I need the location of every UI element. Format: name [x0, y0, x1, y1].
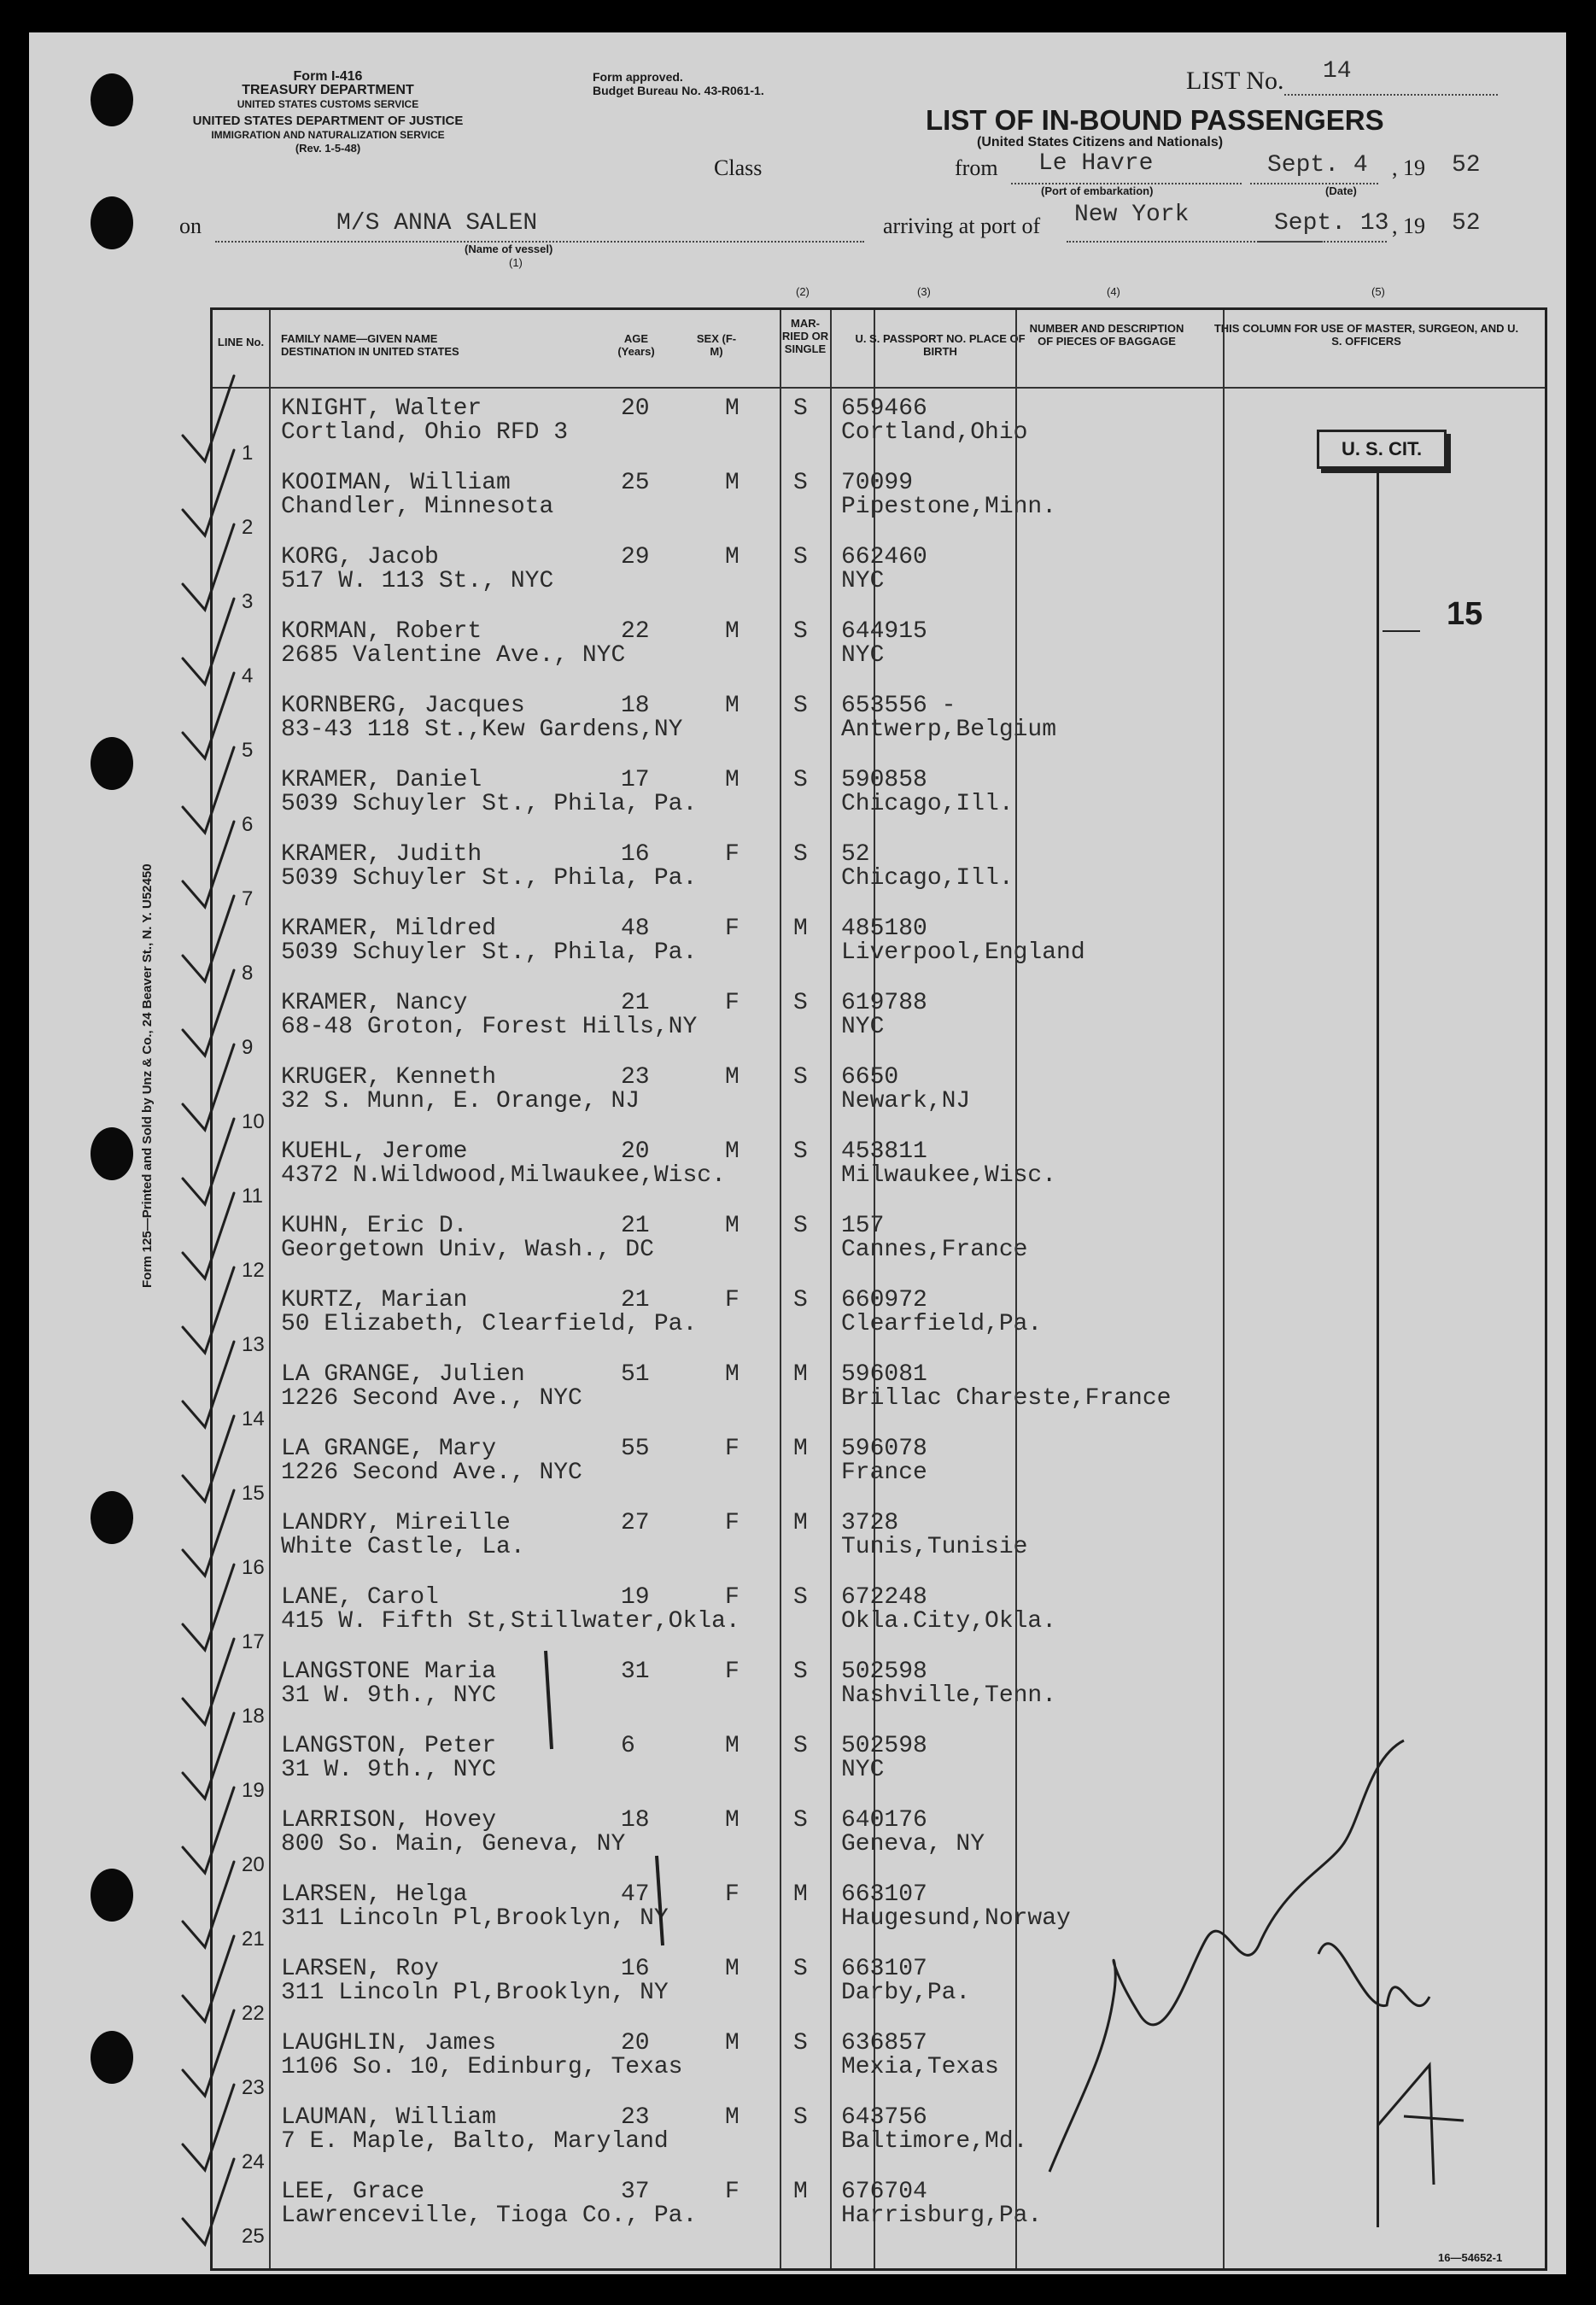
passport-number: 52 [841, 841, 870, 868]
passport-number: 659466 [841, 395, 927, 422]
sex: M [725, 618, 740, 645]
punch-hole [91, 2031, 133, 2084]
table-row [213, 1659, 1545, 1733]
marital-status: S [793, 544, 808, 570]
age: 47 [621, 1881, 650, 1908]
table-row [213, 2104, 1545, 2179]
column-number-4: (4) [1107, 285, 1120, 298]
place-of-birth: Mexia,Texas [841, 2054, 999, 2080]
passenger-name: KORG, Jacob [281, 544, 439, 570]
passenger-name: LA GRANGE, Mary [281, 1436, 497, 1462]
passenger-name: LARSEN, Helga [281, 1881, 468, 1908]
passport-number: 663107 [841, 1956, 927, 1982]
line-number: 10 [242, 1110, 265, 1133]
marital-status: S [793, 1807, 808, 1834]
destination: 32 S. Munn, E. Orange, NJ [281, 1088, 640, 1114]
class-label: Class [714, 155, 763, 180]
sex: F [725, 1436, 740, 1462]
passenger-name: LANGSTON, Peter [281, 1733, 497, 1759]
table-row [213, 693, 1545, 767]
line-number: 25 [242, 2225, 265, 2248]
table-row [213, 1584, 1545, 1659]
line-number: 17 [242, 1630, 265, 1653]
destination: 50 Elizabeth, Clearfield, Pa. [281, 1311, 698, 1337]
age: 19 [621, 1584, 650, 1611]
marital-status: S [793, 2104, 808, 2131]
passenger-name: KRUGER, Kenneth [281, 1064, 497, 1091]
place-of-birth: Haugesund,Norway [841, 1905, 1071, 1932]
passport-number: 640176 [841, 1807, 927, 1834]
place-of-birth: Chicago,Ill. [841, 791, 1014, 817]
age: 17 [621, 767, 650, 793]
marital-status: M [793, 1361, 808, 1388]
passport-number: 596078 [841, 1436, 927, 1462]
passenger-name: KURTZ, Marian [281, 1287, 468, 1313]
passport-number: 619788 [841, 990, 927, 1016]
punch-hole [91, 1869, 133, 1922]
line-number: 12 [242, 1259, 265, 1282]
department-of-justice: UNITED STATES DEPARTMENT OF JUSTICE [192, 114, 464, 128]
passenger-name: KRAMER, Nancy [281, 990, 468, 1016]
passenger-name: LANE, Carol [281, 1584, 439, 1611]
passenger-name: KORNBERG, Jacques [281, 693, 525, 719]
place-of-birth: Antwerp,Belgium [841, 717, 1057, 743]
age: 22 [621, 618, 650, 645]
destination: 7 E. Maple, Balto, Maryland [281, 2128, 669, 2155]
line-number: 3 [242, 590, 254, 613]
passport-number: 596081 [841, 1361, 927, 1388]
place-of-birth: Cannes,France [841, 1237, 1028, 1263]
age: 23 [621, 1064, 650, 1091]
destination: 311 Lincoln Pl,Brooklyn, NY [281, 1905, 669, 1932]
passport-number: 485180 [841, 916, 927, 942]
place-of-birth: Brillac Chareste,France [841, 1385, 1172, 1412]
sex: F [725, 990, 740, 1016]
table-row [213, 841, 1545, 916]
line-number: 4 [242, 664, 254, 687]
sex: F [725, 1881, 740, 1908]
column-header-married: MAR-RIED OR SINGLE [781, 317, 829, 355]
passenger-count: 15 [1447, 596, 1483, 632]
passenger-name: LA GRANGE, Julien [281, 1361, 525, 1388]
document-subtitle: (United States Citizens and Nationals) [977, 135, 1224, 149]
sex: M [725, 1361, 740, 1388]
sex: F [725, 916, 740, 942]
vessel-caption-number: (1) [509, 256, 523, 269]
table-row [213, 1287, 1545, 1361]
punch-hole [91, 73, 133, 126]
from-label: from [955, 155, 998, 180]
marital-status: S [793, 1213, 808, 1239]
table-row [213, 1510, 1545, 1584]
document-title: LIST OF IN-BOUND PASSENGERS [926, 104, 1384, 136]
passport-number: 6650 [841, 1064, 899, 1091]
passenger-table [210, 307, 1547, 2271]
column-header-passport: U. S. PASSPORT NO. PLACE OF BIRTH [855, 332, 1026, 358]
document-page [29, 32, 1566, 2274]
destination: 31 W. 9th., NYC [281, 1757, 497, 1783]
sex: F [725, 1510, 740, 1536]
line-number: 14 [242, 1407, 265, 1430]
passport-number: 653556 - [841, 693, 956, 719]
marital-status: S [793, 395, 808, 422]
passport-number: 643756 [841, 2104, 927, 2131]
table-row [213, 990, 1545, 1064]
marital-status: S [793, 1733, 808, 1759]
list-no-value: 14 [1323, 58, 1352, 85]
arriving-label: arriving at port of [883, 214, 1041, 238]
age: 27 [621, 1510, 650, 1536]
sex: F [725, 1287, 740, 1313]
passenger-name: LARRISON, Hovey [281, 1807, 497, 1834]
table-row [213, 1064, 1545, 1138]
table-row [213, 1213, 1545, 1287]
marital-status: S [793, 1956, 808, 1982]
column-number-5: (5) [1371, 285, 1385, 298]
age: 37 [621, 2179, 650, 2205]
revision-date: (Rev. 1-5-48) [295, 142, 361, 155]
destination: 517 W. 113 St., NYC [281, 568, 554, 594]
passport-number: 453811 [841, 1138, 927, 1165]
sex: M [725, 1956, 740, 1982]
port-of-embarkation: Le Havre [1038, 150, 1154, 177]
form-approved: Form approved. [593, 70, 683, 84]
punch-hole [91, 1491, 133, 1544]
sex: M [725, 470, 740, 496]
date-caption: (Date) [1325, 184, 1357, 197]
line-number: 15 [242, 1482, 265, 1505]
destination: 5039 Schuyler St., Phila, Pa. [281, 791, 698, 817]
table-row [213, 1733, 1545, 1807]
age: 55 [621, 1436, 650, 1462]
sex: F [725, 1659, 740, 1685]
place-of-birth: Newark,NJ [841, 1088, 971, 1114]
destination: 5039 Schuyler St., Phila, Pa. [281, 865, 698, 892]
embarkation-date: Sept. 4 [1267, 152, 1368, 178]
column-number-3: (3) [917, 285, 931, 298]
age: 31 [621, 1659, 650, 1685]
sex: M [725, 1138, 740, 1165]
table-row [213, 1956, 1545, 2030]
line-number: 18 [242, 1705, 265, 1728]
line-number: 9 [242, 1036, 254, 1059]
sex: M [725, 1733, 740, 1759]
sex: M [725, 1064, 740, 1091]
marital-status: M [793, 1510, 808, 1536]
age: 21 [621, 1287, 650, 1313]
sex: F [725, 1584, 740, 1611]
column-header-line: LINE No. [217, 336, 265, 348]
destination: 415 W. Fifth St,Stillwater,Okla. [281, 1608, 740, 1635]
sex: M [725, 767, 740, 793]
destination: 1106 So. 10, Edinburg, Texas [281, 2054, 683, 2080]
table-row [213, 1881, 1545, 1956]
line-number: 7 [242, 887, 254, 910]
place-of-birth: Cortland,Ohio [841, 419, 1028, 446]
age: 23 [621, 2104, 650, 2131]
place-of-birth: Okla.City,Okla. [841, 1608, 1057, 1635]
place-of-birth: Clearfield,Pa. [841, 1311, 1043, 1337]
sex: M [725, 693, 740, 719]
line-number: 8 [242, 962, 254, 985]
passport-number: 644915 [841, 618, 927, 645]
place-of-birth: Harrisburg,Pa. [841, 2203, 1043, 2229]
place-of-birth: NYC [841, 642, 885, 669]
passenger-name: LANDRY, Mireille [281, 1510, 511, 1536]
column-header-sex: SEX (F-M) [696, 332, 737, 358]
line-number: 1 [242, 442, 254, 465]
marital-status: S [793, 1584, 808, 1611]
table-row [213, 618, 1545, 693]
passport-number: 502598 [841, 1659, 927, 1685]
immigration-service: IMMIGRATION AND NATURALIZATION SERVICE [211, 129, 445, 141]
age: 25 [621, 470, 650, 496]
destination: White Castle, La. [281, 1534, 525, 1560]
column-header-baggage: NUMBER AND DESCRIPTION OF PIECES OF BAGGAGE [1029, 322, 1184, 348]
destination: 4372 N.Wildwood,Milwaukee,Wisc. [281, 1162, 726, 1189]
age: 48 [621, 916, 650, 942]
marital-status: M [793, 2179, 808, 2205]
age: 51 [621, 1361, 650, 1388]
us-citizen-stamp: U. S. CIT. [1317, 430, 1447, 469]
sex: M [725, 1213, 740, 1239]
marital-status: S [793, 841, 808, 868]
place-of-birth: Milwaukee,Wisc. [841, 1162, 1057, 1189]
place-of-birth: NYC [841, 1757, 885, 1783]
footer-code: 16—54652-1 [1438, 2251, 1503, 2264]
passport-number: 676704 [841, 2179, 927, 2205]
passenger-name: KUHN, Eric D. [281, 1213, 468, 1239]
arrival-year: 52 [1452, 210, 1481, 237]
line-number: 16 [242, 1556, 265, 1579]
marital-status: S [793, 1064, 808, 1091]
marital-status: S [793, 990, 808, 1016]
column-number-2: (2) [796, 285, 810, 298]
passport-number: 660972 [841, 1287, 927, 1313]
age: 18 [621, 693, 650, 719]
punch-hole [91, 1127, 133, 1180]
place-of-birth: Chicago,Ill. [841, 865, 1014, 892]
line-number: 23 [242, 2076, 265, 2099]
customs-service: UNITED STATES CUSTOMS SERVICE [237, 98, 419, 110]
place-of-birth: Liverpool,England [841, 939, 1085, 966]
destination: Lawrenceville, Tioga Co., Pa. [281, 2203, 698, 2229]
line-number: 22 [242, 2002, 265, 2025]
line-number: 19 [242, 1779, 265, 1802]
table-row [213, 767, 1545, 841]
line-number: 11 [242, 1185, 263, 1208]
place-of-birth: Pipestone,Minn. [841, 494, 1057, 520]
sex: M [725, 1807, 740, 1834]
destination: Cortland, Ohio RFD 3 [281, 419, 569, 446]
age: 18 [621, 1807, 650, 1834]
table-row [213, 544, 1545, 618]
age: 21 [621, 990, 650, 1016]
place-of-birth: NYC [841, 568, 885, 594]
passport-number: 157 [841, 1213, 885, 1239]
destination: 31 W. 9th., NYC [281, 1682, 497, 1709]
line-number: 24 [242, 2150, 265, 2173]
table-row [213, 1138, 1545, 1213]
table-row [213, 916, 1545, 990]
destination: 2685 Valentine Ave., NYC [281, 642, 626, 669]
embarkation-year-prefix: , 19 [1392, 155, 1425, 180]
budget-bureau-number: Budget Bureau No. 43-R061-1. [593, 84, 764, 97]
destination: Chandler, Minnesota [281, 494, 554, 520]
passenger-name: KORMAN, Robert [281, 618, 482, 645]
age: 20 [621, 1138, 650, 1165]
passenger-name: KUEHL, Jerome [281, 1138, 468, 1165]
destination: 1226 Second Ave., NYC [281, 1460, 582, 1486]
destination: 311 Lincoln Pl,Brooklyn, NY [281, 1980, 669, 2006]
sex: M [725, 2030, 740, 2056]
column-header-officers: THIS COLUMN FOR USE OF MASTER, SURGEON, AND U. S. OFFICERS [1213, 322, 1519, 348]
marital-status: S [793, 767, 808, 793]
line-number: 2 [242, 516, 254, 539]
passport-number: 3728 [841, 1510, 899, 1536]
passport-number: 502598 [841, 1733, 927, 1759]
passenger-name: LARSEN, Roy [281, 1956, 439, 1982]
table-row [213, 470, 1545, 544]
marital-status: S [793, 1138, 808, 1165]
passport-number: 662460 [841, 544, 927, 570]
embarkation-year: 52 [1452, 152, 1481, 178]
marital-status: M [793, 1436, 808, 1462]
place-of-birth: Geneva, NY [841, 1831, 985, 1857]
passenger-name: LANGSTONE Maria [281, 1659, 497, 1685]
marital-status: S [793, 470, 808, 496]
arrival-date: Sept. 13 [1274, 210, 1389, 237]
marital-status: M [793, 916, 808, 942]
destination: 5039 Schuyler St., Phila, Pa. [281, 939, 698, 966]
list-no-label: LIST No. [1186, 67, 1284, 95]
printer-side-text: Form 125—Printed and Sold by Unz & Co., 24 Beaver St., N. Y. U52450 [140, 863, 155, 1288]
arrival-port: New York [1074, 202, 1190, 228]
form-header-left [174, 70, 482, 155]
sex: M [725, 2104, 740, 2131]
age: 21 [621, 1213, 650, 1239]
destination: 83-43 118 St.,Kew Gardens,NY [281, 717, 683, 743]
place-of-birth: Nashville,Tenn. [841, 1682, 1057, 1709]
passport-number: 590858 [841, 767, 927, 793]
passenger-name: LAUGHLIN, James [281, 2030, 497, 2056]
marital-status: S [793, 693, 808, 719]
place-of-birth: Baltimore,Md. [841, 2128, 1028, 2155]
destination: 68-48 Groton, Forest Hills,NY [281, 1014, 698, 1040]
marital-status: M [793, 1881, 808, 1908]
age: 20 [621, 2030, 650, 2056]
passenger-name: LEE, Grace [281, 2179, 425, 2205]
place-of-birth: Darby,Pa. [841, 1980, 971, 2006]
passenger-name: KRAMER, Mildred [281, 916, 497, 942]
line-number: 5 [242, 739, 254, 762]
vessel-name: M/S ANNA SALEN [336, 210, 538, 237]
sex: F [725, 841, 740, 868]
age: 29 [621, 544, 650, 570]
line-number: 20 [242, 1853, 265, 1876]
destination: 800 So. Main, Geneva, NY [281, 1831, 626, 1857]
column-header-age: AGE (Years) [617, 332, 655, 358]
marital-status: S [793, 1659, 808, 1685]
line-number: 6 [242, 813, 254, 836]
sex: F [725, 2179, 740, 2205]
sex: M [725, 544, 740, 570]
passport-number: 70099 [841, 470, 914, 496]
age: 16 [621, 841, 650, 868]
form-number: Form I-416 [293, 69, 363, 84]
passenger-name: KNIGHT, Walter [281, 395, 482, 422]
destination: Georgetown Univ, Wash., DC [281, 1237, 654, 1263]
place-of-birth: Tunis,Tunisie [841, 1534, 1028, 1560]
destination: 1226 Second Ave., NYC [281, 1385, 582, 1412]
treasury-department: TREASURY DEPARTMENT [242, 83, 414, 97]
passenger-name: LAUMAN, William [281, 2104, 497, 2131]
sex: M [725, 395, 740, 422]
passenger-name: KRAMER, Judith [281, 841, 482, 868]
table-row [213, 2179, 1545, 2253]
table-row [213, 1361, 1545, 1436]
vessel-caption: (Name of vessel) [465, 243, 553, 255]
on-label: on [179, 214, 202, 238]
table-row [213, 1807, 1545, 1881]
line-number: 13 [242, 1333, 265, 1356]
passenger-name: KOOIMAN, William [281, 470, 511, 496]
punch-hole [91, 196, 133, 249]
punch-hole [91, 737, 133, 790]
place-of-birth: NYC [841, 1014, 885, 1040]
port-caption: (Port of embarkation) [1041, 184, 1154, 197]
arrival-year-prefix: , 19 [1392, 214, 1425, 238]
passenger-name: KRAMER, Daniel [281, 767, 482, 793]
age: 16 [621, 1956, 650, 1982]
marital-status: S [793, 618, 808, 645]
place-of-birth: France [841, 1460, 927, 1486]
age: 6 [621, 1733, 635, 1759]
marital-status: S [793, 2030, 808, 2056]
passport-number: 663107 [841, 1881, 927, 1908]
table-row [213, 1436, 1545, 1510]
line-number: 21 [242, 1928, 265, 1951]
table-row [213, 2030, 1545, 2104]
column-header-name: FAMILY NAME—GIVEN NAME DESTINATION IN UNITED STATES [281, 332, 459, 358]
marital-status: S [793, 1287, 808, 1313]
passport-number: 672248 [841, 1584, 927, 1611]
passport-number: 636857 [841, 2030, 927, 2056]
age: 20 [621, 395, 650, 422]
